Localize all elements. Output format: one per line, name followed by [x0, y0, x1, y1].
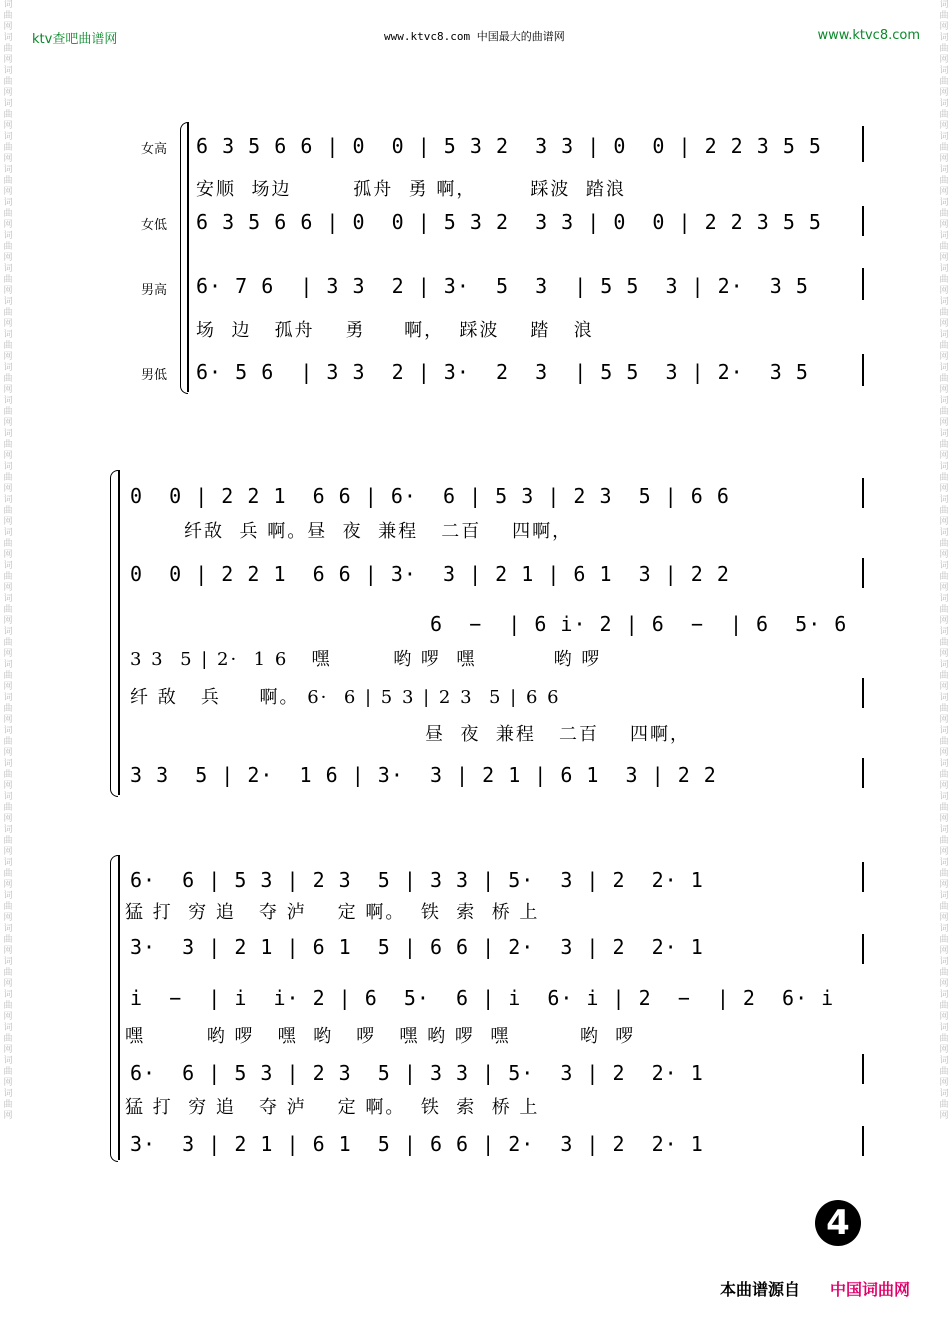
lyric-line: 猛 打 穷 追 夺 泸 定 啊。 铁 索 桥 上: [125, 902, 540, 923]
barline: [862, 354, 864, 386]
header-left-site: ktv查吧曲谱网: [32, 32, 118, 47]
barline: [862, 862, 864, 892]
lyric-line: 纤敌 兵 啊。昼 夜 兼程 二百 四啊，: [130, 521, 573, 542]
footer-source-label: 本曲谱源自: [720, 1280, 801, 1299]
notation-line: 6· 6 | 5 3 | 2 3 5 | 3 3 | 5· 3 | 2 2· 1: [130, 1061, 704, 1085]
notation-line: 6· 6 | 5 3 | 2 3 5 | 3 3 | 5· 3 | 2 2· 1: [130, 868, 704, 892]
voice-label-bass: 男低: [141, 368, 168, 383]
lyric-line: 3 3 5 | 2· 1 6 嘿 哟 啰 嘿 哟 啰: [130, 649, 602, 670]
notation-line: 3· 3 | 2 1 | 6 1 5 | 6 6 | 2· 3 | 2 2· 1: [130, 1132, 704, 1156]
lyric-line: 纤 敌 兵 啊。 6· 6 | 5 3 | 2 3 5 | 6 6: [130, 687, 561, 708]
notation-line: 6· 7 6 | 3 3 2 | 3· 5 3 | 5 5 3 | 2· 3 5: [196, 274, 809, 298]
notation-line: 0 0 | 2 2 1 6 6 | 6· 6 | 5 3 | 2 3 5 | 6 6: [130, 484, 730, 508]
barline: [862, 558, 864, 588]
barline: [862, 268, 864, 300]
header-middle-slogan: www.ktvc8.com 中国最大的曲谱网: [384, 30, 565, 43]
notation-line: 6 3 5 6 6 | 0 0 | 5 3 2 3 3 | 0 0 | 2 2 3 5 5: [196, 134, 822, 158]
lyric-line: 猛 打 穷 追 夺 泸 定 啊。 铁 索 桥 上: [125, 1097, 540, 1118]
barline: [862, 678, 864, 708]
barline: [862, 126, 864, 162]
notation-line: 6 − | 6 i· 2 | 6 − | 6 5· 6: [430, 612, 848, 636]
voice-label-tenor: 男高: [141, 283, 168, 298]
lyric-line: 昼 夜 兼程 二百 四啊，: [425, 724, 690, 745]
footer-site-name: 中国词曲网: [830, 1280, 911, 1299]
system-3-bracket: [110, 855, 118, 1162]
page-number-badge: 4: [815, 1200, 861, 1246]
barline: [862, 934, 864, 964]
barline: [862, 1126, 864, 1156]
notation-line: 0 0 | 2 2 1 6 6 | 3· 3 | 2 1 | 6 1 3 | 2 2: [130, 562, 730, 586]
notation-line: 3 3 5 | 2· 1 6 | 3· 3 | 2 1 | 6 1 3 | 2 2: [130, 763, 717, 787]
system-2-bracket: [110, 470, 118, 797]
voice-label-soprano: 女高: [141, 142, 168, 157]
right-watermark-strip: 词曲网词曲网词曲网词曲网词曲网词曲网词曲网词曲网词曲网词曲网词曲网词曲网词曲网词曲网词曲网词曲网词曲网词曲网词曲网词曲网词曲网词曲网词曲网词曲网词曲网词曲网词曲网词曲网词曲网词曲网词曲网词曲网词曲网词曲网: [939, 0, 949, 1121]
barline: [862, 478, 864, 508]
system-1-left-bar: [187, 122, 189, 392]
left-watermark-strip: 词曲网词曲网词曲网词曲网词曲网词曲网词曲网词曲网词曲网词曲网词曲网词曲网词曲网词曲网词曲网词曲网词曲网词曲网词曲网词曲网词曲网词曲网词曲网词曲网词曲网词曲网词曲网词曲网词曲网词曲网词曲网词曲网词曲网词曲网: [3, 0, 13, 1121]
lyric-line: 场 边 孤舟 勇 啊， 踩波 踏 浪: [196, 320, 594, 341]
notation-line: i − | i i· 2 | 6 5· 6 | i 6· i | 2 − | 2 6· i: [130, 986, 835, 1010]
barline: [862, 206, 864, 236]
lyric-line: 安顺 场边 孤舟 勇 啊， 踩波 踏浪: [196, 179, 626, 200]
notation-line: 3· 3 | 2 1 | 6 1 5 | 6 6 | 2· 3 | 2 2· 1: [130, 935, 704, 959]
notation-line: 6 3 5 6 6 | 0 0 | 5 3 2 3 3 | 0 0 | 2 2 3 5 5: [196, 210, 822, 234]
header-right-url: www.ktvc8.com: [817, 28, 920, 43]
notation-line: 6· 5 6 | 3 3 2 | 3· 2 3 | 5 5 3 | 2· 3 5: [196, 360, 809, 384]
system-3-left-bar: [118, 855, 120, 1160]
barline: [862, 1054, 864, 1084]
lyric-line: 嘿 哟 啰 嘿 哟 啰 嘿 哟 啰 嘿 哟 啰: [125, 1026, 636, 1047]
barline: [862, 758, 864, 788]
system-2-left-bar: [118, 470, 120, 795]
voice-label-alto: 女低: [141, 218, 168, 233]
